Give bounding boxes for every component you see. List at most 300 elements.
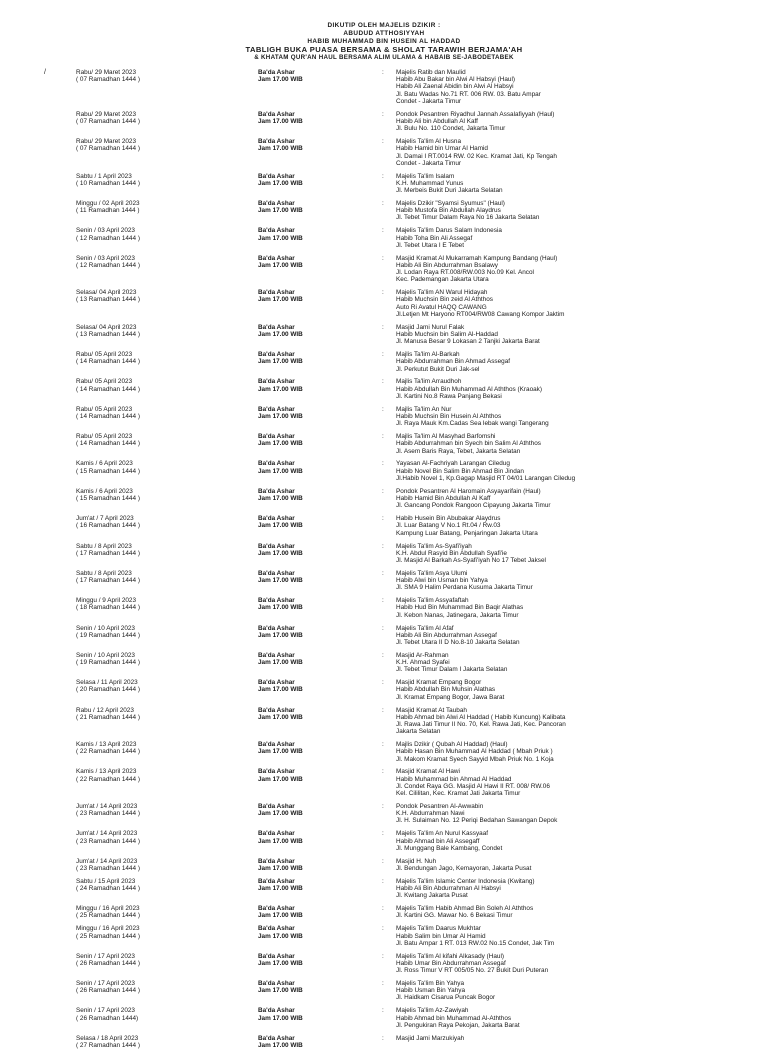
event-date [76, 138, 246, 152]
event-date-line: ( 14 Ramadhan 1444 ) [76, 440, 140, 448]
separator [382, 741, 390, 748]
separator-line: : [382, 289, 384, 297]
event-time-line: Ba'da Ashar [258, 857, 295, 865]
event-time-line: Jam 17.00 WIB [258, 631, 303, 639]
schedule-row [0, 200, 768, 227]
event-time-line: Jam 17.00 WIB [258, 604, 303, 612]
event-date [76, 768, 246, 782]
event-place [396, 878, 756, 900]
event-time [258, 1035, 358, 1049]
event-place-line: Jl.Habib Novel 1, Kp.Gagap Masjid RT 04/01 Larangan Ciledug [396, 474, 576, 482]
event-time [258, 460, 358, 474]
event-place-line: Majelis Ta'lim Al kifahi Alkasady (Haul) [396, 952, 505, 960]
event-place [396, 625, 756, 647]
event-place [396, 652, 756, 674]
event-place-line: Habib Abu Bakar bin Alwi Al Habsyi (Haul) [396, 76, 515, 84]
event-date [76, 925, 246, 939]
event-place [396, 289, 756, 318]
event-date-line: ( 21 Ramadhan 1444 ) [76, 713, 140, 721]
event-date-line: ( 17 Ramadhan 1444 ) [76, 577, 140, 585]
event-place [396, 378, 756, 400]
separator-line: : [382, 905, 384, 913]
event-time-line: Ba'da Ashar [258, 597, 295, 605]
schedule-row [0, 460, 768, 487]
event-place-line: K.H. Abdul Rasyid Bin Abdullah Syafi'ie [396, 549, 507, 557]
event-date-line: ( 12 Ramadhan 1444 ) [76, 234, 140, 242]
margin-mark: / [44, 69, 46, 76]
event-time-line: Ba'da Ashar [258, 515, 295, 523]
event-time-line: Ba'da Ashar [258, 460, 295, 468]
event-place-line: Jl. Haidkam Cisarua Puncak Bogor [396, 994, 496, 1002]
separator [382, 488, 390, 495]
event-time-line: Jam 17.00 WIB [258, 775, 303, 783]
event-date [76, 406, 246, 420]
event-date [76, 905, 246, 919]
event-time-line: Jam 17.00 WIB [258, 413, 303, 420]
separator [382, 679, 390, 686]
event-place-line: Habib Ali Bin Abdurrahman Assegaf [396, 631, 497, 639]
event-date [76, 570, 246, 584]
event-time-line: Ba'da Ashar [258, 569, 295, 577]
schedule-row [0, 830, 768, 857]
separator [382, 597, 390, 604]
event-place [396, 707, 756, 736]
event-date-line: Senin / 17 April 2023 [76, 1007, 135, 1015]
event-date-line: Jum'at / 7 April 2023 [76, 515, 134, 523]
schedule-row [0, 324, 768, 351]
separator-line: : [382, 254, 384, 262]
separator-line: : [382, 679, 384, 687]
event-place [396, 488, 756, 510]
event-place-line: Habib Salim bin Umar Al Hamid [396, 932, 486, 940]
event-place-line: Majelis Ta'lim Islamic Center Indonesia (Kwitang) [396, 877, 535, 885]
separator-line: : [382, 487, 384, 495]
event-date-line: Sabtu / 8 April 2023 [76, 542, 132, 550]
separator-line: : [382, 651, 384, 659]
event-time [258, 878, 358, 892]
event-date-line: ( 22 Ramadhan 1444 ) [76, 748, 140, 756]
event-date-line: ( 10 Ramadhan 1444 ) [76, 179, 140, 187]
event-time-line: Jam 17.00 WIB [258, 864, 303, 872]
event-time [258, 679, 358, 693]
event-time [258, 255, 358, 269]
event-place-line: Habib Abdullah Bin Muhsin Alathas [396, 686, 496, 694]
event-place-line: Masjid Ar-Rahman [396, 651, 449, 659]
event-time-line: Jam 17.00 WIB [258, 912, 303, 920]
schedule-row [0, 878, 768, 905]
event-date-line: Kamis / 6 April 2023 [76, 487, 133, 495]
separator-line: : [382, 227, 384, 235]
event-place-line: Pondok Pesantren Riyadhul Jannah Assalafiyyah (Haul) [396, 110, 555, 118]
event-place-line: Jl. Munggang Bale Kambang, Condet [396, 844, 503, 852]
event-place-line: Masjid Kramat At Taubah [396, 706, 467, 714]
event-date-line: ( 26 Ramadhan 1444) [76, 1014, 139, 1022]
event-place-line: Jl. Asem Baris Raya, Tebet, Jakarta Selatan [396, 447, 521, 455]
schedule-row [0, 227, 768, 254]
schedule-row [0, 679, 768, 706]
separator [382, 652, 390, 659]
event-date [76, 433, 246, 447]
schedule-row [0, 406, 768, 433]
event-date-line: ( 23 Ramadhan 1444 ) [76, 810, 140, 818]
event-date-line: ( 19 Ramadhan 1444 ) [76, 659, 140, 667]
schedule-row [0, 597, 768, 624]
event-place [396, 858, 756, 872]
schedule-row [0, 625, 768, 652]
separator [382, 111, 390, 118]
event-date [76, 173, 246, 187]
event-place-line: Majlis Dzikir ( Qubah Al Haddad) (Haul) [396, 741, 508, 749]
separator [382, 858, 390, 865]
event-place-line: Auto Ri Avatul HAQQ CAWANG [396, 303, 487, 311]
schedule-row [0, 803, 768, 830]
event-place-line: Jl. Kebon Nanas, Jatinegara, Jakarta Timur [396, 611, 519, 619]
separator [382, 351, 390, 358]
event-place-line: Habib Ahmad bin Ali Assegaff [396, 837, 480, 845]
event-time-line: Jam 17.00 WIB [258, 330, 303, 338]
event-place [396, 597, 756, 619]
event-place-line: Majelis Ta'lim Asya Ulumi [396, 569, 468, 577]
separator [382, 925, 390, 932]
event-time [258, 138, 358, 152]
event-time-line: Jam 17.00 WIB [258, 713, 303, 721]
event-time [258, 69, 358, 83]
event-date-line: ( 16 Ramadhan 1444 ) [76, 522, 140, 530]
event-time [258, 803, 358, 817]
event-date [76, 324, 246, 338]
schedule-row [0, 768, 768, 803]
event-date [76, 679, 246, 693]
event-place-line: Habib Ali Bin Abdurrahman Al Habsyi [396, 885, 501, 893]
schedule-row [0, 255, 768, 290]
event-date-line: ( 12 Ramadhan 1444 ) [76, 261, 140, 269]
separator-line: : [382, 569, 384, 577]
event-date [76, 878, 246, 892]
event-time [258, 625, 358, 639]
event-date-line: Jum'at / 14 April 2023 [76, 830, 138, 838]
event-place-line: Masjid Jami Marzukiyah [396, 1034, 465, 1042]
schedule-row [0, 515, 768, 542]
separator [382, 830, 390, 837]
event-place-line: Habib Muchsin bin Salim Al-Haddad [396, 330, 498, 338]
event-date-line: Selasa / 18 April 2023 [76, 1034, 139, 1042]
schedule-row [0, 173, 768, 200]
event-date-line: Rabu/ 05 April 2023 [76, 405, 133, 413]
event-place-line: Jl. Damai I RT.0014 RW. 02 Kec. Kramat Jati, Kp Tengah [396, 152, 557, 160]
event-place-line: Habib Ali Bin Abdurrahman Bsalawy [396, 261, 498, 269]
event-time-line: Ba'da Ashar [258, 952, 295, 960]
event-place-line: K.H. Ahmad Syafei [396, 659, 450, 667]
event-date-line: Selasa/ 04 April 2023 [76, 323, 137, 331]
event-time-line: Jam 17.00 WIB [258, 686, 303, 694]
event-time [258, 111, 358, 125]
event-time [258, 652, 358, 666]
event-time-line: Ba'da Ashar [258, 405, 295, 413]
event-place-line: Habib Ali Zaenal Abidin bin Alwi Al Habsyi [396, 83, 514, 91]
event-date-line: Minggu / 02 April 2023 [76, 199, 140, 207]
separator-line: : [382, 877, 384, 885]
separator-line: : [382, 925, 384, 933]
separator-line: : [382, 351, 384, 359]
event-date-line: Rabu / 12 April 2023 [76, 706, 134, 714]
event-time-line: Jam 17.00 WIB [258, 522, 303, 530]
schedule-list [0, 69, 768, 1055]
event-time-line: Ba'da Ashar [258, 877, 295, 885]
event-place-line: Jl. Perkutut Bukit Duri Jak-sel [396, 365, 480, 373]
event-place-line: Habib Muhammad bin Ahmad Al Haddad [396, 775, 512, 783]
event-time-line: Jam 17.00 WIB [258, 885, 303, 893]
separator [382, 515, 390, 522]
event-date [76, 953, 246, 967]
event-place-line: Jakarta Selatan [396, 728, 441, 736]
event-place-line: Habib Hamid Bin Abdullah Al Kaff [396, 495, 491, 503]
event-date-line: ( 20 Ramadhan 1444 ) [76, 686, 140, 694]
separator [382, 543, 390, 550]
separator-line: : [382, 830, 384, 838]
event-time-line: Jam 17.00 WIB [258, 296, 303, 304]
separator [382, 289, 390, 296]
event-date-line: Rabu/ 05 April 2023 [76, 351, 133, 359]
event-time-line: Ba'da Ashar [258, 925, 295, 933]
event-place-line: Majelis Ta'lim AN Warul Hidayah [396, 289, 488, 297]
event-date [76, 69, 246, 83]
event-place-line: Jl. Tebet Utara II D No.8-10 Jakarta Selatan [396, 638, 520, 646]
event-date-line: ( 18 Ramadhan 1444 ) [76, 604, 140, 612]
schedule-row [0, 378, 768, 405]
separator [382, 878, 390, 885]
event-date-line: ( 07 Ramadhan 1444 ) [76, 145, 140, 153]
event-time-line: Ba'da Ashar [258, 741, 295, 749]
schedule-row [0, 69, 768, 111]
event-place-line: Masjid Kramat Al Hawi [396, 768, 460, 776]
event-place-line: Yayasan Al-Fachriyah Larangan Ciledug [396, 460, 510, 468]
event-place-line: Majelis Dzikir "Syamsi Syumus" (Haul) [396, 199, 505, 207]
event-place [396, 351, 756, 373]
event-place [396, 543, 756, 565]
event-place-line: Jl. Rawa Jati Timur II No. 70, Kel. Rawa Jati, Kec. Pancoran [396, 720, 566, 728]
event-place [396, 741, 756, 763]
event-date-line: Sabtu / 8 April 2023 [76, 569, 132, 577]
separator-line: : [382, 980, 384, 988]
event-time [258, 200, 358, 214]
event-place-line: Jl. H. Sulaiman No. 12 Periqi Bedahan Sawangan Depok [396, 817, 558, 825]
event-place-line: Jl. Makom Kramat Syech Sayyid Mbah Priuk No. 1 Koja [396, 755, 554, 763]
event-place-line: Jl. Condet Raya GG. Masjid Al Hawi II RT. 008/ RW.06 [396, 782, 550, 790]
separator [382, 227, 390, 234]
event-date-line: Minggu / 16 April 2023 [76, 905, 140, 913]
event-date-line: ( 17 Ramadhan 1444 ) [76, 549, 140, 557]
event-place-line: Habib Umar Bin Abdurrahman Assegaf [396, 959, 506, 967]
event-place-line: Habib Abdullah Bin Muhammad Al Aththos (Kraoak) [396, 385, 543, 393]
event-time-line: Ba'da Ashar [258, 227, 295, 235]
event-date-line: ( 19 Ramadhan 1444 ) [76, 631, 140, 639]
event-place [396, 905, 756, 919]
event-date-line: ( 11 Ramadhan 1444 ) [76, 207, 140, 215]
event-time-line: Ba'da Ashar [258, 254, 295, 262]
event-date [76, 255, 246, 269]
event-date-line: ( 07 Ramadhan 1444 ) [76, 76, 140, 84]
event-place-line: Jl. Lodan Raya RT.008/RW.003 No.09 Kel. Ancol [396, 269, 534, 277]
separator [382, 378, 390, 385]
event-date-line: ( 14 Ramadhan 1444 ) [76, 413, 140, 420]
header-line-5: & KHATAM QUR'AN HAUL BERSAMA ALIM ULAMA & HABAIB SE-JABODETABEK [254, 54, 514, 61]
event-place-line: Habib Ali bin Abdullah Al Kaff [396, 117, 478, 125]
event-date-line: ( 22 Ramadhan 1444 ) [76, 775, 140, 783]
event-time [258, 488, 358, 502]
schedule-row [0, 953, 768, 980]
event-place [396, 111, 756, 133]
event-time-line: Ba'da Ashar [258, 651, 295, 659]
event-time [258, 858, 358, 872]
event-time-line: Jam 17.00 WIB [258, 959, 303, 967]
event-place-line: Majelis Ta'lim Az-Zawiyah [396, 1007, 469, 1015]
event-place-line: Jl. Kartini No.8 Rawa Panjang Bekasi [396, 392, 502, 400]
event-time-line: Ba'da Ashar [258, 679, 295, 687]
event-date-line: Jum'at / 14 April 2023 [76, 803, 138, 811]
schedule-row [0, 111, 768, 138]
event-time [258, 925, 358, 939]
event-place-line: Kec. Pademangan Jakarta Utara [396, 276, 489, 284]
event-date [76, 111, 246, 125]
event-date-line: ( 15 Ramadhan 1444 ) [76, 467, 140, 475]
event-place-line: Majelis Ta'lim Isalam [396, 172, 455, 180]
event-time-line: Jam 17.00 WIB [258, 117, 303, 125]
event-time-line: Jam 17.00 WIB [258, 932, 303, 940]
separator [382, 255, 390, 262]
separator-line: : [382, 542, 384, 550]
event-date-line: Rabu/ 05 April 2023 [76, 433, 133, 441]
schedule-row [0, 741, 768, 768]
event-time-line: Ba'da Ashar [258, 487, 295, 495]
event-place [396, 406, 756, 428]
event-date [76, 741, 246, 755]
event-place [396, 1007, 756, 1029]
event-place-line: K.H. Muhammad Yunus [396, 179, 464, 187]
event-time [258, 707, 358, 721]
event-date [76, 200, 246, 214]
event-date-line: Sabtu / 1 April 2023 [76, 172, 132, 180]
event-place-line: Habib Hud Bin Muhammad Bin Baqir Alathas [396, 604, 524, 612]
event-place-line: K.H. Abdurrahman Nawi [396, 810, 465, 818]
event-date-line: Senin / 17 April 2023 [76, 980, 135, 988]
event-time-line: Jam 17.00 WIB [258, 659, 303, 667]
event-time-line: Jam 17.00 WIB [258, 837, 303, 845]
schedule-row [0, 858, 768, 878]
schedule-row [0, 1035, 768, 1055]
event-time [258, 378, 358, 392]
event-time [258, 980, 358, 994]
event-time [258, 597, 358, 611]
event-place-line: Masjid Kramat Empang Bogor [396, 679, 482, 687]
event-time-line: Ba'da Ashar [258, 768, 295, 776]
event-time-line: Ba'da Ashar [258, 803, 295, 811]
separator [382, 768, 390, 775]
event-time-line: Jam 17.00 WIB [258, 179, 303, 187]
event-place-line: Majlis Ta'lim An Nur [396, 405, 452, 413]
event-date [76, 1035, 246, 1049]
event-place-line: Habib Hamid bin Umar Al Hamid [396, 145, 488, 153]
event-date-line: Rabu/ 29 Maret 2023 [76, 138, 137, 146]
event-date [76, 707, 246, 721]
event-date [76, 543, 246, 557]
event-place-line: Jl.Letjen Mt Haryono RT004/RW08 Cawang Kompor Jaktim [396, 310, 565, 318]
event-place [396, 980, 756, 1002]
event-place-line: Jl. Tebet Utara I E Tebet [396, 241, 464, 249]
event-date [76, 858, 246, 872]
event-place-line: Condet - Jakarta Timur [396, 97, 461, 105]
separator [382, 905, 390, 912]
event-time-line: Jam 17.00 WIB [258, 987, 303, 995]
event-date-line: ( 25 Ramadhan 1444 ) [76, 932, 140, 940]
event-time-line: Ba'da Ashar [258, 172, 295, 180]
separator [382, 173, 390, 180]
event-place-line: Habib Muchsin Bin Husein Al Aththos [396, 413, 502, 420]
event-time-line: Jam 17.00 WIB [258, 495, 303, 503]
separator [382, 324, 390, 331]
event-place-line: Jl. Pengukiran Raya Pekojan, Jakarta Barat [396, 1021, 520, 1029]
event-place-line: Habib Hasan Bin Muhammad Al Haddad ( Mbah Priuk ) [396, 748, 553, 756]
event-place-line: Pondok Pesantren Al-Awwabin [396, 803, 484, 811]
event-time-line: Jam 17.00 WIB [258, 549, 303, 557]
event-place [396, 768, 756, 797]
separator-line: : [382, 405, 384, 413]
event-place-line: Majelis Ratib dan Maulid [396, 69, 466, 76]
event-place [396, 515, 756, 537]
event-date-line: ( 25 Ramadhan 1444 ) [76, 912, 140, 920]
event-time-line: Ba'da Ashar [258, 433, 295, 441]
event-date [76, 803, 246, 817]
separator [382, 406, 390, 413]
event-date-line: Sabtu / 15 April 2023 [76, 877, 136, 885]
event-date-line: Selasa/ 04 April 2023 [76, 289, 137, 297]
event-time [258, 289, 358, 303]
header-line-1: DIKUTIP OLEH MAJELIS DZIKIR : [327, 22, 441, 29]
event-place [396, 803, 756, 825]
event-place-line: Majelis Ta'lim As-Syafi'iyah [396, 542, 472, 550]
schedule-row [0, 289, 768, 324]
event-date-line: ( 27 Ramadhan 1444 ) [76, 1041, 140, 1049]
event-place-line: Habib Ahmad bin Muhammad Al-Aththos [396, 1014, 512, 1022]
event-place-line: Majlis Ta'lim Al Masyhad Barfomshi [396, 433, 496, 441]
event-place-line: Jl. Masjid Al Barkah As-Syafi'iyah No 17 Tebet Jaksel [396, 556, 546, 564]
event-time [258, 768, 358, 782]
event-place-line: Masjid H. Nuh [396, 857, 437, 865]
event-place-line: Condet - Jakarta Timur [396, 159, 461, 167]
event-place [396, 255, 756, 284]
event-place-line: Habib Usman Bin Yahya [396, 987, 466, 995]
event-place-line: Kampung Luar Batang, Penjaringan Jakarta Utara [396, 529, 538, 537]
event-time [258, 830, 358, 844]
event-date-line: Minggu / 16 April 2023 [76, 925, 140, 933]
event-place-line: Jl. Manusa Besar 9 Lokasan 2 Tanjki Jakarta Barat [396, 338, 540, 346]
event-time-line: Jam 17.00 WIB [258, 577, 303, 585]
separator [382, 460, 390, 467]
separator-line: : [382, 803, 384, 811]
event-place-line: Jl. Batu Wadas No.71 RT. 006 RW. 03. Batu Ampar [396, 90, 541, 98]
separator-line: : [382, 624, 384, 632]
event-place-line: Jl. Bendungan Jago, Kemayoran, Jakarta Pusat [396, 864, 532, 872]
event-date [76, 488, 246, 502]
event-time [258, 227, 358, 241]
event-place [396, 433, 756, 455]
event-date [76, 830, 246, 844]
event-place-line: Masjid Kramat Al Mukarramah Kampung Bandang (Haul) [396, 254, 558, 262]
event-time-line: Jam 17.00 WIB [258, 748, 303, 756]
event-time-line: Ba'da Ashar [258, 199, 295, 207]
event-date [76, 625, 246, 639]
separator-line: : [382, 768, 384, 776]
event-place-line: Jl. SMA 9 Halim Perdana Kusuma Jakarta Timur [396, 584, 533, 592]
